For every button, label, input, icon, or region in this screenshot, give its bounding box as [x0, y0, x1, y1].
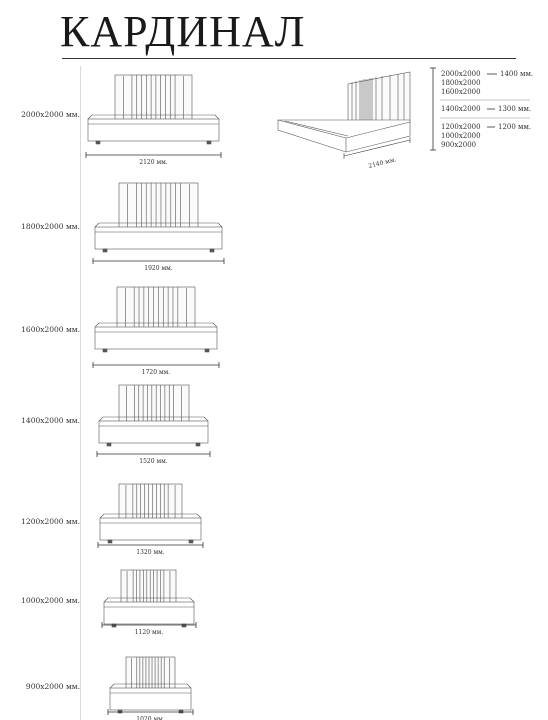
height-group-2-size: 1400x2000 — [441, 105, 481, 113]
width-dimension-line — [97, 451, 210, 457]
width-dimension-label: 1520 мм. — [139, 458, 168, 465]
front-view-bed — [95, 287, 217, 352]
height-value-2: 1300 мм. — [498, 105, 532, 113]
height-group-3 — [441, 123, 481, 150]
height-value-1: 1400 мм. — [500, 70, 534, 78]
height-group-3-size: 1000x2000 — [441, 132, 481, 140]
height-group-3-size: 900x2000 — [441, 141, 477, 149]
front-view-bed — [110, 657, 191, 713]
width-dimension-label: 1720 мм. — [141, 369, 171, 376]
front-view-bed — [99, 385, 208, 446]
size-label-2000: 2000x2000 мм. — [21, 110, 80, 119]
width-dimension-line — [93, 362, 219, 368]
size-label-1000: 1000x2000 мм. — [21, 596, 80, 605]
size-label-1600: 1600x2000 мм. — [21, 325, 80, 334]
front-view-bed — [88, 75, 219, 144]
height-value-3: 1200 мм. — [498, 123, 532, 131]
width-dimension-label: 1120 мм. — [134, 629, 164, 636]
height-group-1-size: 2000x2000 — [441, 70, 481, 78]
width-dimension-line — [98, 542, 203, 548]
size-label-1800: 1800x2000 мм. — [21, 222, 80, 231]
width-dimension-label: 1020 мм. — [136, 716, 165, 720]
front-view-bed — [95, 183, 222, 252]
height-group-1-size: 1800x2000 — [441, 79, 481, 87]
product-title: КАРДИНАЛ — [60, 7, 306, 56]
front-view-bed — [104, 570, 194, 627]
perspective-bed-drawing — [278, 72, 410, 159]
width-dimension-line — [93, 258, 224, 264]
height-group-2 — [441, 105, 481, 114]
width-dimension-label: 1920 мм. — [144, 265, 173, 272]
height-group-3-size: 1200x2000 — [441, 123, 481, 131]
size-label-900: 900x2000 мм. — [25, 682, 80, 691]
height-group-1 — [441, 70, 481, 97]
size-label-1200: 1200x2000 мм. — [21, 517, 80, 526]
width-dimension-label: 1320 мм. — [136, 549, 165, 556]
height-group-1-size: 1600x2000 — [441, 88, 481, 96]
width-dimension-line — [86, 152, 221, 158]
depth-dimension-label: 2140 мм. — [367, 156, 398, 170]
width-dimension-label: 2120 мм. — [139, 159, 168, 166]
front-view-bed — [100, 484, 201, 543]
size-label-1400: 1400x2000 мм. — [21, 416, 80, 425]
